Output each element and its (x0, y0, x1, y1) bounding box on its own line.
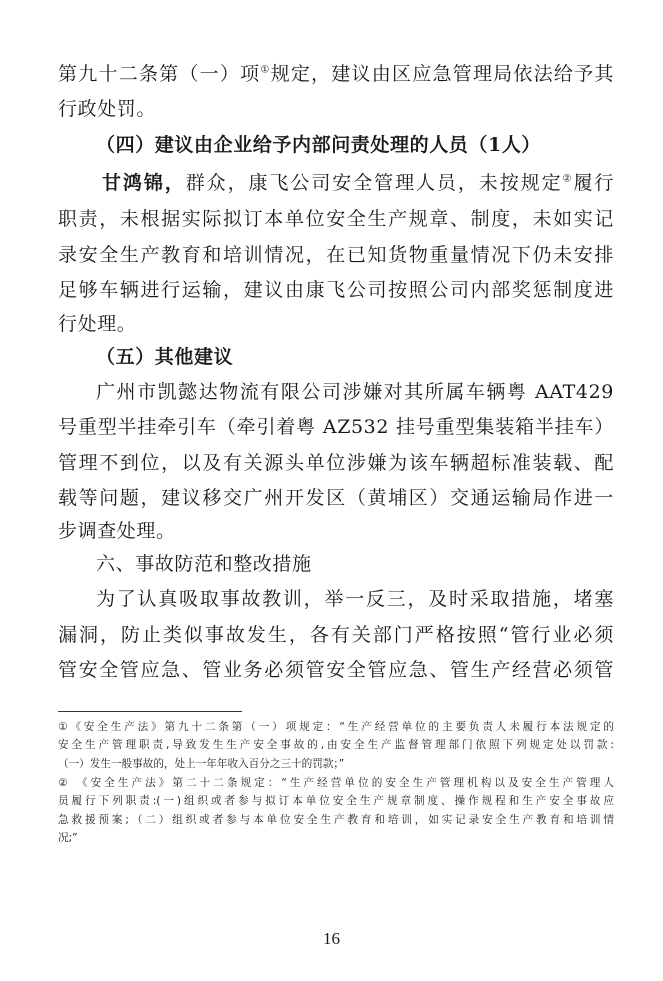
body-line: 载等问题，建议移交广州开发区（黄埔区）交通运输局作进一 (58, 487, 614, 509)
text-run: 规定，建议由区应急管理局依法给予其 (270, 63, 614, 85)
body-line (102, 166, 614, 201)
body-line: 行政处罚。 (58, 98, 157, 120)
body-line: 广州市凯懿达物流有限公司涉嫌对其所属车辆粤 AAT429 (96, 381, 614, 403)
footnote-2-line: ② 《安全生产法》第二十二条规定：“生产经营单位的安全生产管理机构以及安全生产管理人 (58, 777, 614, 789)
text-run: 群众，康飞公司安全管理人员，未按规定 (185, 172, 563, 194)
body-line: 号重型半挂牵引车（牵引着粤 AZ532 挂号重型集装箱半挂车） (58, 416, 614, 438)
footnote-2-line: 员履行下列职责:(一)组织或者参与拟订本单位安全生产规章制度、操作规程和生产安全事故应 (58, 795, 614, 807)
body-line: 漏洞，防止类似事故发生，各有关部门严格按照“管行业必须 (58, 624, 614, 646)
body-line (58, 57, 614, 92)
section-heading-6: 六、事故防范和整改措施 (96, 553, 312, 575)
body-line: 管理不到位，以及有关源头单位涉嫌为该车辆超标准装载、配 (58, 452, 614, 474)
footnote-1-line: 安全生产管理职责,导致发生生产安全事故的,由安全生产监督管理部门依照下列规定处以罚款: (58, 739, 614, 751)
body-line: 步调查处理。 (58, 520, 176, 542)
text-run: 履行 (573, 172, 614, 194)
footnote-1-line: （一）发生一般事故的，处上一年年收入百分之三十的罚款；” (58, 758, 345, 770)
section-heading-4: （四）建议由企业给予内部问责处理的人员（1人） (96, 134, 542, 156)
body-line: 管安全管应急、管业务必须管安全管应急、管生产经营必须管 (58, 659, 614, 681)
body-line: 行处理。 (58, 313, 137, 335)
body-line: 录安全生产教育和培训情况，在已知货物重量情况下仍未安排 (58, 244, 614, 266)
footnote-separator (58, 711, 242, 712)
footnote-ref-2[interactable]: ② (562, 173, 574, 185)
footnote-2-line: 况;” (58, 832, 78, 844)
text-run: 第九十二条第（一）项 (58, 63, 261, 85)
person-name: 甘鸿锦， (102, 172, 186, 194)
section-heading-5: （五）其他建议 (96, 346, 234, 368)
body-line: 足够车辆进行运输，建议由康飞公司按照公司内部奖惩制度进 (58, 279, 614, 301)
footnote-1-line: ①《安全生产法》第九十二条第（一）项规定：“生产经营单位的主要负责人未履行本法规定的 (58, 721, 614, 733)
page-number: 16 (323, 929, 340, 948)
body-line: 为了认真吸取事故教训，举一反三，及时采取措施，堵塞 (96, 588, 614, 610)
footnote-ref-1[interactable]: ① (260, 64, 271, 76)
body-line: 职责，未根据实际拟订本单位安全生产规章、制度，未如实记 (58, 208, 614, 230)
footnote-2-line: 急救援预案;（二）组织或者参与本单位安全生产教育和培训，如实记录安全生产教育和培训情 (58, 814, 614, 826)
